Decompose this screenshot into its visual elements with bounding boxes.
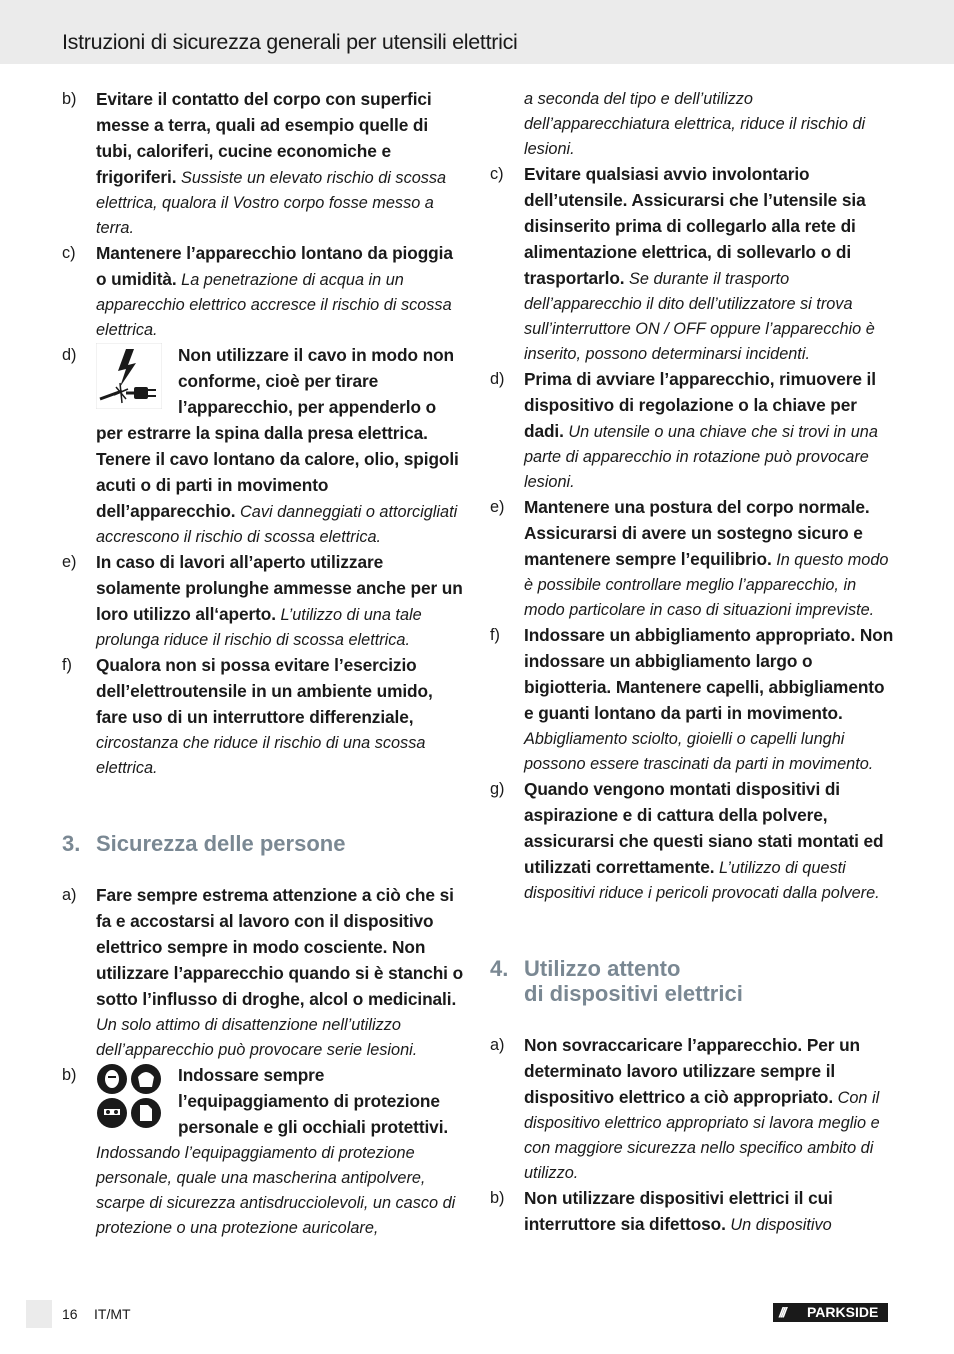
item-instruction: Indossare un abbigliamento appropriato. Non indossare un abbigliamento largo o bigiotteria. Mantenere capelli, abbigliamento e guanti lontano da parti in movimento. (524, 625, 894, 723)
item-label: d) (490, 370, 505, 388)
item-explanation: Un dispositivo (730, 1216, 832, 1234)
item-instruction: Evitare qualsiasi avvio involontario dell’utensile. Assicurarsi che l’utensile sia disinserito prima di collegarlo alla rete di alimentazione elettrica, di sollevarlo o di trasportarlo. (524, 164, 866, 288)
item-explanation: Un solo attimo di disattenzione nell’utilizzo dell’apparecchio può provocare serie lesioni. (96, 1016, 418, 1059)
item-explanation: La penetrazione di acqua in un apparecchio elettrico accresce il rischio di scossa elettrica. (96, 271, 452, 339)
item-label: b) (62, 90, 77, 108)
list-item (490, 1033, 895, 1186)
brand-name: PARKSIDE (807, 1304, 879, 1320)
list-item (62, 1063, 467, 1241)
list-item (490, 623, 895, 777)
list-item (490, 367, 895, 495)
list-item-continuation (490, 87, 895, 162)
protective-equipment-icon (96, 1063, 162, 1129)
section-number: 3. (62, 831, 81, 856)
item-label: e) (62, 553, 77, 571)
section-heading (490, 956, 895, 1006)
section-heading (62, 831, 467, 856)
item-instruction: Qualora non si possa evitare l’esercizio dell’elettroutensile in un ambiente umido, fare uso di un interruttore differenziale, (96, 655, 433, 727)
list-item (490, 495, 895, 623)
footer-marker (26, 1300, 52, 1328)
page-header (0, 0, 954, 64)
section-title-line2: di dispositivi elettrici (524, 981, 743, 1006)
item-label: c) (62, 244, 76, 262)
brand-logo (773, 1303, 888, 1322)
item-instruction: Prima di avviare l’apparecchio, rimuovere il dispositivo di regolazione o la chiave per dadi. (524, 369, 876, 441)
item-explanation: Abbigliamento sciolto, gioielli o capelli lunghi possono essere trascinati da parti in movimento. (524, 730, 874, 773)
item-instruction: Non utilizzare dispositivi elettrici il cui interruttore sia difettoso. (524, 1188, 833, 1234)
item-instruction: Quando vengono montati dispositivi di aspirazione e di cattura della polvere, assicurarsi che questi siano stati montati ed utilizzati correttamente. (524, 779, 884, 877)
item-explanation: Indossando l’equipaggiamento di protezione personale, quale una mascherina antipolvere, scarpe di sicurezza antisdrucciolevoli, un casco di protezione o una protezione auricolare, (96, 1144, 456, 1237)
list-item (62, 343, 467, 550)
item-instruction: Non utilizzare il cavo in modo non conforme, cioè per tirare l’apparecchio, per appenderlo o per estrarre la spina dalla presa elettrica. Tenere il cavo lontano da calore, olio, spigoli acuti o di parti in movimento dell’apparecchio. (96, 345, 459, 521)
page-title: Istruzioni di sicurezza generali per utensili elettrici (62, 30, 518, 54)
list-item (62, 883, 467, 1063)
item-explanation: Cavi danneggiati o attorcigliati accrescono il rischio di scossa elettrica. (96, 503, 458, 546)
logo-stripes: /// (779, 1304, 785, 1320)
right-column (490, 87, 895, 1238)
list-item (490, 777, 895, 906)
item-label: b) (490, 1189, 505, 1207)
item-instruction: In caso di lavori all’aperto utilizzare solamente prolunghe ammesse anche per un loro utilizzo all‘aperto. (96, 552, 463, 624)
item-explanation: L’utilizzo di questi dispositivi riduce i pericoli provocati dalla polvere. (524, 859, 880, 902)
section-number: 4. (490, 956, 509, 981)
item-explanation: L’utilizzo di una tale prolunga riduce il rischio di scossa elettrica. (96, 606, 422, 649)
list-item (62, 241, 467, 343)
item-label: b) (62, 1066, 77, 1084)
item-instruction: Mantenere una postura del corpo normale. Assicurarsi di avere un sostegno sicuro e mantenere sempre l’equilibrio. (524, 497, 870, 569)
item-explanation: Se durante il trasporto dell’apparecchio il dito dell’utilizzatore si trova sull’interruttore ON / OFF oppure l’apparecchio è inserito, possono determinarsi incidenti. (524, 270, 875, 363)
section-title: Utilizzo attento (524, 956, 681, 981)
item-label: g) (490, 780, 505, 798)
item-instruction: Evitare il contatto del corpo con superfici messe a terra, quali ad esempio quelle di tubi, caloriferi, cucine economiche e frigoriferi. (96, 89, 432, 187)
item-label: a) (62, 886, 77, 904)
item-label: f) (490, 626, 500, 644)
list-item (490, 162, 895, 367)
list-item (62, 550, 467, 653)
item-explanation: Sussiste un elevato rischio di scossa elettrica, qualora il Vostro corpo fosse messo a terra. (96, 169, 447, 237)
item-label: c) (490, 165, 504, 183)
item-instruction: Indossare sempre l’equipaggiamento di protezione personale e gli occhiali protettivi. (178, 1065, 449, 1137)
item-explanation: a seconda del tipo e dell’utilizzo dell’apparecchiatura elettrica, riduce il rischio di lesioni. (524, 90, 866, 158)
item-instruction: Fare sempre estrema attenzione a ciò che si fa e accostarsi al lavoro con il dispositivo elettrico sempre in modo cosciente. Non utilizzare l’apparecchio quando si è stanchi o sotto l’influsso di droghe, alcol o medicinali. (96, 885, 464, 1009)
item-explanation: Un utensile o una chiave che si trovi in una parte di apparecchio in rotazione può provocare lesioni. (524, 423, 878, 491)
page-number: 16 (62, 1306, 78, 1322)
item-label: f) (62, 656, 72, 674)
item-explanation: circostanza che riduce il rischio di una scossa elettrica. (96, 734, 426, 777)
left-column (62, 87, 467, 1241)
item-label: a) (490, 1036, 505, 1054)
item-label: e) (490, 498, 505, 516)
list-item (490, 1186, 895, 1238)
section-title: Sicurezza delle persone (96, 831, 346, 856)
item-explanation: In questo modo è possibile controllare meglio l’apparecchio, in modo particolare in caso di situazioni impreviste. (524, 551, 889, 619)
item-instruction: Mantenere l’apparecchio lontano da pioggia o umidità. (96, 243, 453, 289)
list-item (62, 87, 467, 241)
item-instruction: Non sovraccaricare l’apparecchio. Per un determinato lavoro utilizzare sempre il dispositivo elettrico a ciò appropriato. (524, 1035, 861, 1107)
list-item (62, 653, 467, 781)
cable-hazard-icon (96, 343, 162, 409)
item-label: d) (62, 346, 77, 364)
item-explanation: Con il dispositivo elettrico appropriato si lavora meglio e con maggiore sicurezza nello specifico ambito di utilizzo. (524, 1089, 880, 1182)
language-code: IT/MT (94, 1306, 131, 1322)
